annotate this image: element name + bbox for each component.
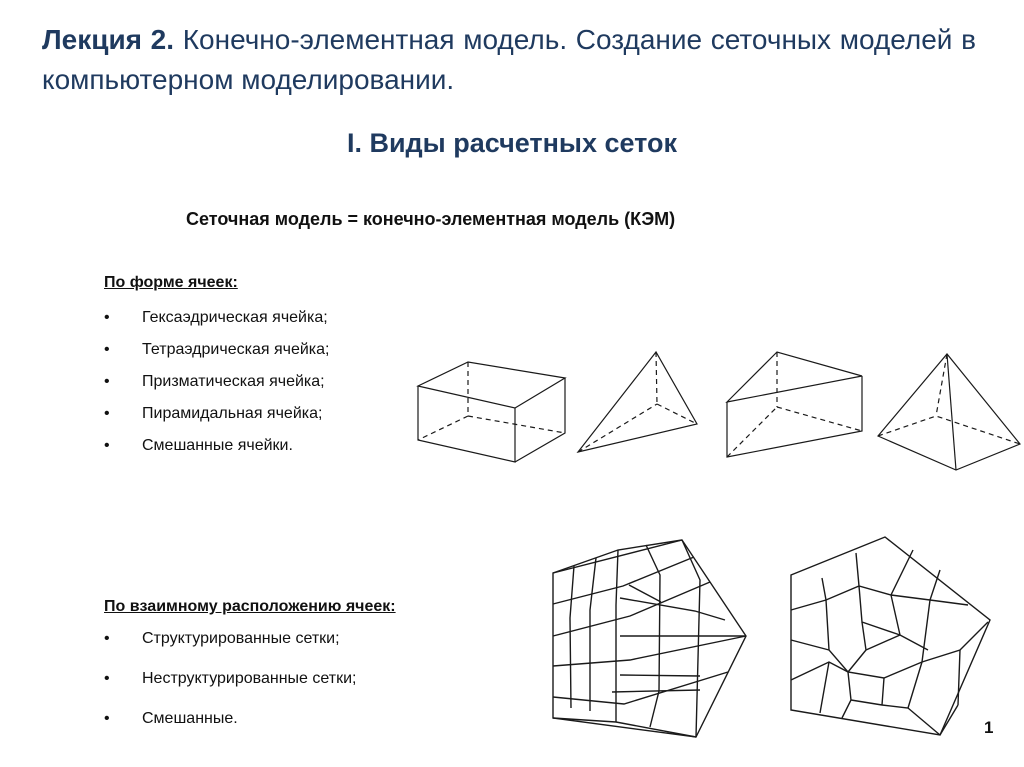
list-item: • Неструктурированные сетки;	[104, 664, 356, 704]
list-item: • Призматическая ячейка;	[104, 366, 329, 398]
list-item: • Тетраэдрическая ячейка;	[104, 334, 329, 366]
unstructured-mesh-figure	[791, 537, 990, 735]
section-heading: I. Виды расчетных сеток	[346, 128, 678, 158]
lecture-topic: Конечно-элементная модель. Создание сеточных моделей в компьютерном моделировании.	[42, 24, 976, 95]
shape-group-heading: По форме ячеек:	[104, 274, 238, 291]
structured-mesh-figure	[553, 540, 746, 737]
lecture-number: Лекция 2.	[42, 24, 175, 55]
list-item: • Смешанные ячейки.	[104, 430, 329, 462]
list-item: • Смешанные.	[104, 704, 356, 744]
hexahedron-cell-figure	[418, 362, 565, 462]
page-number: 1	[984, 718, 994, 737]
list-item: • Структурированные сетки;	[104, 624, 356, 664]
arrangement-group-heading: По взаимному расположению ячеек:	[104, 598, 396, 615]
pyramid-cell-figure	[878, 354, 1020, 470]
prism-cell-figure	[727, 352, 862, 457]
definition-equation: Сеточная модель = конечно-элементная модель (КЭМ)	[186, 209, 676, 229]
tetrahedron-cell-figure	[578, 352, 697, 452]
list-item: • Пирамидальная ячейка;	[104, 398, 329, 430]
list-item: • Гексаэдрическая ячейка;	[104, 302, 329, 334]
